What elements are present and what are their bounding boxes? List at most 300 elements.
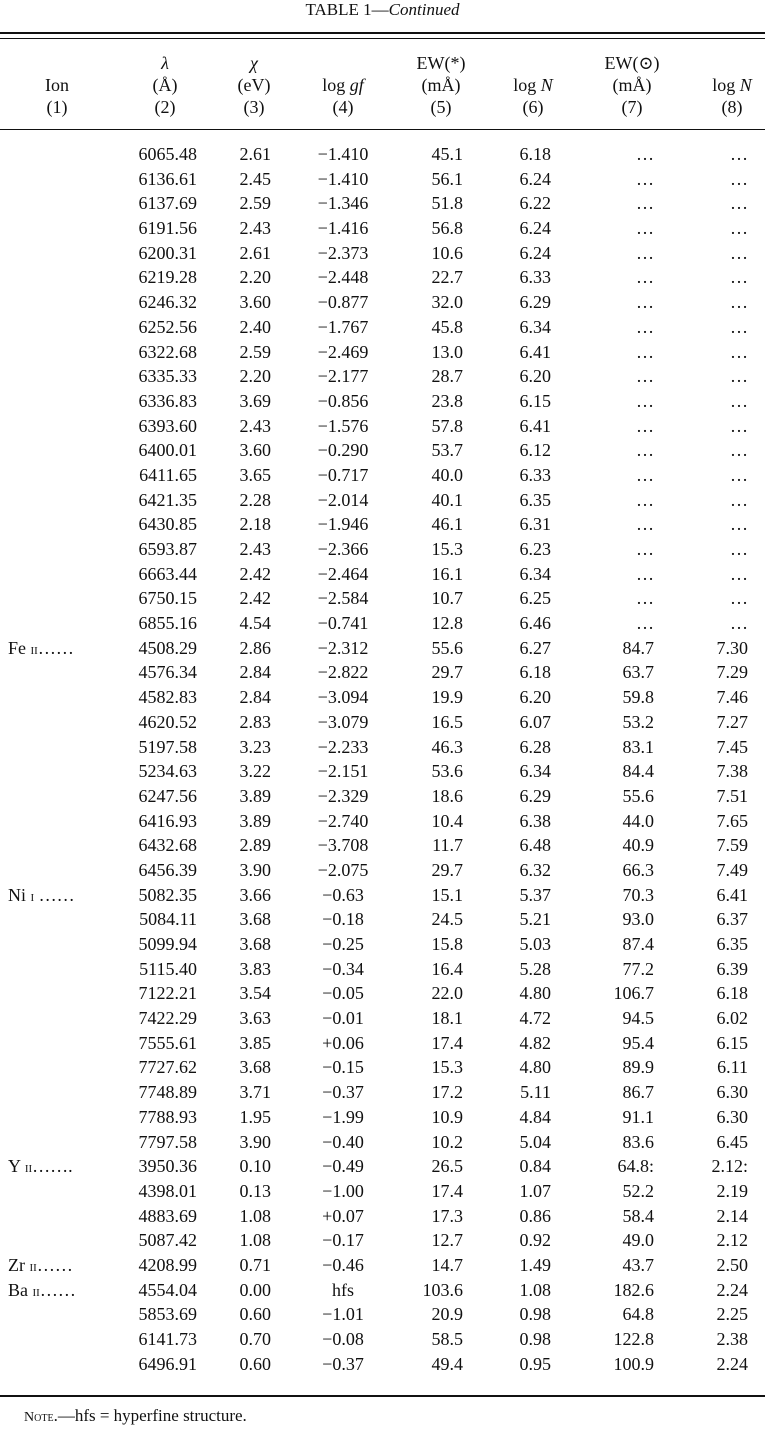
table-row: [0, 1080, 765, 1105]
cell-wavelength: 6456.39: [138, 859, 197, 880]
cell-ew-star: 17.3: [431, 1205, 463, 1226]
cell-chi: 3.89: [239, 785, 271, 806]
cell-chi: 2.28: [239, 489, 271, 510]
cell-log-n-sun: 7.65: [716, 810, 748, 831]
table-row: [0, 735, 765, 760]
cell-wavelength: 6432.68: [138, 835, 197, 856]
cell-ew-star: 45.8: [431, 316, 463, 337]
cell-log-n-star: 6.33: [519, 267, 551, 288]
cell-log-n-sun: 2.50: [716, 1254, 748, 1275]
cell-chi: 1.08: [239, 1205, 271, 1226]
cell-log-gf: −0.18: [322, 909, 364, 930]
table-row: [0, 809, 765, 834]
cell-wavelength: 6252.56: [138, 316, 197, 337]
cell-log-n-star: 1.08: [519, 1279, 551, 1300]
cell-log-gf: −0.40: [322, 1131, 364, 1152]
table-row: [0, 1055, 765, 1080]
cell-ew-star: 10.7: [431, 588, 463, 609]
cell-ew-star: 22.7: [431, 267, 463, 288]
header-lambda-num: (2): [154, 97, 176, 117]
cell-ew-sun: 64.8:: [617, 1156, 654, 1177]
cell-chi: 3.60: [239, 440, 271, 461]
cell-ew-sun: 64.8: [622, 1304, 654, 1325]
table-row: [0, 1228, 765, 1253]
cell-log-n-star: 0.98: [519, 1329, 551, 1349]
cell-chi: 2.59: [239, 193, 271, 214]
cell-log-n-sun: …: [730, 242, 748, 263]
table-row: [0, 1031, 765, 1056]
cell-ew-star: 57.8: [431, 415, 463, 436]
cell-log-n-star: 1.07: [519, 1180, 551, 1201]
cell-log-n-star: 6.12: [519, 440, 551, 461]
cell-chi: 3.54: [239, 983, 271, 1004]
cell-ew-sun: 106.7: [613, 983, 654, 1004]
cell-log-gf: −1.416: [317, 218, 369, 239]
note-text: .—hfs = hyperfine structure.: [53, 1406, 247, 1425]
cell-wavelength: 6246.32: [138, 292, 197, 313]
cell-ew-sun: 77.2: [622, 958, 654, 979]
cell-chi: 3.68: [239, 1057, 271, 1078]
cell-log-n-sun: …: [730, 613, 748, 634]
table-row: [0, 784, 765, 809]
table-title: [0, 0, 765, 22]
cell-ew-sun: 89.9: [622, 1057, 654, 1078]
cell-log-n-sun: 2.12: [716, 1230, 748, 1251]
cell-wavelength: 6416.93: [138, 810, 197, 831]
cell-wavelength: 4208.99: [138, 1254, 197, 1275]
cell-log-n-sun: 7.51: [716, 785, 748, 806]
cell-log-gf: −1.767: [317, 316, 369, 337]
cell-ew-star: 29.7: [431, 662, 463, 683]
cell-log-n-sun: 6.30: [716, 1106, 748, 1127]
cell-log-n-sun: 2.12:: [711, 1156, 748, 1177]
cell-log-n-sun: 6.15: [716, 1032, 748, 1053]
cell-log-gf: −1.99: [322, 1106, 364, 1127]
header-chi-num: (3): [243, 97, 265, 117]
cell-log-gf: −3.708: [317, 835, 369, 856]
cell-ew-sun: …: [636, 316, 654, 337]
header-logn-sun-label: [712, 74, 752, 96]
table-row: [0, 1302, 765, 1327]
cell-ew-sun: 93.0: [622, 909, 654, 930]
table-row: [0, 265, 765, 290]
cell-ew-sun: 63.7: [622, 662, 654, 683]
cell-ew-star: 103.6: [422, 1279, 463, 1300]
cell-ew-star: 14.7: [431, 1254, 463, 1275]
table-row: [0, 1253, 765, 1278]
cell-log-gf: −1.410: [317, 144, 369, 164]
table-row: [0, 216, 765, 241]
cell-log-n-star: 6.29: [519, 785, 551, 806]
cell-log-n-sun: …: [730, 218, 748, 239]
header-lambda-symbol: λ: [161, 53, 169, 73]
cell-chi: 3.71: [239, 1082, 271, 1103]
cell-wavelength: 6663.44: [138, 563, 197, 584]
cell-ew-star: 23.8: [431, 390, 463, 411]
table-row: [0, 833, 765, 858]
cell-chi: 2.61: [239, 144, 271, 164]
cell-log-n-sun: 2.38: [716, 1329, 748, 1349]
cell-log-gf: −2.740: [317, 810, 369, 831]
cell-log-gf: −1.00: [322, 1180, 364, 1201]
cell-log-gf: −1.346: [317, 193, 369, 214]
cell-log-n-star: 6.48: [519, 835, 551, 856]
cell-chi: 3.60: [239, 292, 271, 313]
cell-wavelength: 6247.56: [138, 785, 197, 806]
cell-log-n-sun: …: [730, 415, 748, 436]
cell-log-n-sun: 2.24: [716, 1279, 748, 1300]
cell-chi: 3.68: [239, 909, 271, 930]
cell-ew-sun: …: [636, 242, 654, 263]
cell-log-n-star: 1.49: [519, 1254, 551, 1275]
cell-log-n-star: 6.29: [519, 292, 551, 313]
cell-chi: 3.89: [239, 810, 271, 831]
table-row: [0, 315, 765, 340]
cell-ew-star: 53.7: [431, 440, 463, 461]
cell-ew-sun: 49.0: [622, 1230, 654, 1251]
table-row: [0, 1154, 765, 1179]
cell-wavelength: 6336.83: [138, 390, 197, 411]
header-chi-unit: (eV): [237, 75, 271, 95]
cell-log-n-star: 6.24: [519, 168, 551, 189]
cell-ew-star: 29.7: [431, 859, 463, 880]
cell-wavelength: 3950.36: [138, 1156, 197, 1177]
cell-log-n-star: 6.18: [519, 144, 551, 164]
table-row: [0, 1352, 765, 1377]
top-rule: [0, 32, 765, 34]
cell-wavelength: 6393.60: [138, 415, 197, 436]
cell-log-n-star: 5.04: [519, 1131, 551, 1152]
table-row: [0, 290, 765, 315]
cell-chi: 3.23: [239, 736, 271, 757]
cell-log-gf: −0.63: [322, 884, 364, 905]
cell-wavelength: 6496.91: [138, 1353, 197, 1374]
header-logn-sun-num: (8): [721, 97, 743, 117]
header-loggf: [322, 74, 364, 118]
cell-log-n-sun: …: [730, 193, 748, 214]
cell-log-n-sun: 7.30: [716, 637, 748, 658]
cell-ew-star: 17.4: [431, 1180, 463, 1201]
table-row: [0, 685, 765, 710]
cell-log-n-star: 0.84: [519, 1156, 551, 1177]
cell-log-gf: +0.06: [322, 1032, 364, 1053]
cell-log-gf: −0.37: [322, 1353, 364, 1374]
cell-log-n-star: 6.34: [519, 316, 551, 337]
cell-ew-star: 15.3: [431, 539, 463, 559]
cell-chi: 2.40: [239, 316, 271, 337]
cell-log-gf: −0.25: [322, 934, 364, 954]
cell-wavelength: 6421.35: [138, 489, 197, 510]
header-rule: [0, 129, 765, 130]
cell-chi: 2.43: [239, 539, 271, 559]
cell-chi: 2.89: [239, 835, 271, 856]
cell-ew-star: 17.2: [431, 1082, 463, 1103]
cell-ew-star: 18.1: [431, 1008, 463, 1029]
header-logn-sun-log: log: [712, 75, 740, 95]
header-ew-sun-label: EW(⊙): [604, 53, 660, 73]
cell-log-n-star: 6.46: [519, 613, 551, 634]
cell-ew-star: 10.9: [431, 1106, 463, 1127]
cell-log-n-star: 5.03: [519, 934, 551, 954]
cell-ew-sun: …: [636, 366, 654, 387]
cell-log-gf: −3.094: [317, 687, 369, 708]
cell-ion: Fe ii……: [8, 637, 74, 658]
header-logn-sun: [712, 74, 752, 118]
cell-ew-sun: 52.2: [622, 1180, 654, 1201]
cell-ew-star: 53.6: [431, 761, 463, 782]
cell-ew-star: 10.4: [431, 810, 463, 831]
cell-chi: 0.00: [239, 1279, 271, 1300]
cell-chi: 3.68: [239, 934, 271, 954]
table-body: [0, 142, 765, 1376]
cell-ew-sun: …: [636, 193, 654, 214]
cell-log-gf: −2.014: [317, 489, 369, 510]
cell-ew-sun: 86.7: [622, 1082, 654, 1103]
cell-log-n-star: 6.25: [519, 588, 551, 609]
cell-ew-star: 56.1: [431, 168, 463, 189]
cell-log-n-star: 0.95: [519, 1353, 551, 1374]
cell-chi: 3.65: [239, 464, 271, 485]
header-chi-symbol: χ: [250, 53, 258, 73]
cell-ew-sun: 43.7: [622, 1254, 654, 1275]
table-row: [0, 660, 765, 685]
cell-wavelength: 5853.69: [138, 1304, 197, 1325]
cell-log-n-star: 4.72: [519, 1008, 551, 1029]
cell-log-n-sun: 7.27: [716, 711, 748, 732]
cell-wavelength: 4508.29: [138, 637, 197, 658]
cell-ew-star: 15.8: [431, 934, 463, 954]
cell-log-n-star: 4.84: [519, 1106, 551, 1127]
cell-chi: 1.95: [239, 1106, 271, 1127]
cell-wavelength: 6322.68: [138, 341, 197, 362]
cell-log-gf: −2.584: [317, 588, 369, 609]
cell-log-n-sun: …: [730, 168, 748, 189]
header-logn-star: [513, 74, 553, 118]
cell-log-n-sun: …: [730, 489, 748, 510]
cell-wavelength: 4582.83: [138, 687, 197, 708]
cell-chi: 3.85: [239, 1032, 271, 1053]
cell-wavelength: 5197.58: [138, 736, 197, 757]
header-ew-sun-num: (7): [621, 97, 643, 117]
cell-ew-sun: 182.6: [613, 1279, 654, 1300]
cell-ew-sun: 83.6: [622, 1131, 654, 1152]
cell-ew-sun: …: [636, 539, 654, 559]
cell-ew-star: 17.4: [431, 1032, 463, 1053]
cell-ew-sun: 40.9: [622, 835, 654, 856]
cell-log-gf: −0.15: [322, 1057, 364, 1078]
table-row: [0, 981, 765, 1006]
table-title-suffix: Continued: [388, 0, 460, 19]
table-row: [0, 191, 765, 216]
cell-log-gf: −0.17: [322, 1230, 364, 1251]
table-title-prefix: TABLE 1—: [305, 0, 389, 19]
cell-ew-star: 16.4: [431, 958, 463, 979]
cell-ew-star: 15.1: [431, 884, 463, 905]
cell-log-n-sun: 6.37: [716, 909, 748, 930]
cell-log-gf: −0.01: [322, 1008, 364, 1029]
header-ew-sun: [604, 52, 659, 118]
cell-log-gf: −1.01: [322, 1304, 364, 1325]
header-ew-star: [417, 52, 466, 118]
cell-wavelength: 6855.16: [138, 613, 197, 634]
cell-log-n-sun: …: [730, 464, 748, 485]
cell-log-n-star: 4.80: [519, 983, 551, 1004]
cell-log-n-sun: …: [730, 514, 748, 535]
cell-ew-sun: 100.9: [613, 1353, 654, 1374]
cell-ew-sun: 84.7: [622, 637, 654, 658]
cell-wavelength: 4576.34: [138, 662, 197, 683]
cell-wavelength: 7797.58: [138, 1131, 197, 1152]
table-row: [0, 463, 765, 488]
cell-ew-sun: 83.1: [622, 736, 654, 757]
cell-log-n-star: 6.31: [519, 514, 551, 535]
header-lambda: [153, 52, 178, 118]
cell-log-gf: +0.07: [322, 1205, 364, 1226]
cell-wavelength: 5087.42: [138, 1230, 197, 1251]
cell-wavelength: 6137.69: [138, 193, 197, 214]
cell-log-n-star: 6.27: [519, 637, 551, 658]
cell-chi: 2.43: [239, 415, 271, 436]
cell-ew-sun: 66.3: [622, 859, 654, 880]
cell-ew-star: 19.9: [431, 687, 463, 708]
cell-log-n-star: 6.32: [519, 859, 551, 880]
cell-ew-star: 40.0: [431, 464, 463, 485]
cell-log-n-star: 6.34: [519, 563, 551, 584]
cell-ew-star: 46.1: [431, 514, 463, 535]
cell-wavelength: 7555.61: [138, 1032, 197, 1053]
cell-ew-sun: …: [636, 292, 654, 313]
cell-log-gf: −0.49: [322, 1156, 364, 1177]
cell-log-n-sun: 7.49: [716, 859, 748, 880]
cell-chi: 3.69: [239, 390, 271, 411]
cell-wavelength: 6141.73: [138, 1329, 197, 1349]
cell-chi: 0.70: [239, 1329, 271, 1349]
cell-log-n-sun: 6.30: [716, 1082, 748, 1103]
table-note: [24, 1406, 247, 1428]
cell-log-n-star: 6.38: [519, 810, 551, 831]
cell-log-n-sun: 2.25: [716, 1304, 748, 1325]
cell-wavelength: 6219.28: [138, 267, 197, 288]
cell-log-gf: −2.464: [317, 563, 369, 584]
table-row: [0, 932, 765, 957]
cell-log-n-sun: …: [730, 316, 748, 337]
header-logn-star-num: (6): [522, 97, 544, 117]
cell-log-n-star: 6.24: [519, 218, 551, 239]
cell-ew-sun: …: [636, 489, 654, 510]
cell-log-gf: −0.290: [317, 440, 369, 461]
cell-wavelength: 5082.35: [138, 884, 197, 905]
cell-log-n-star: 6.20: [519, 687, 551, 708]
cell-ew-star: 10.6: [431, 242, 463, 263]
cell-ew-star: 16.5: [431, 711, 463, 732]
cell-log-n-sun: 6.02: [716, 1008, 748, 1029]
cell-log-gf: −0.856: [317, 390, 369, 411]
cell-log-n-sun: 7.38: [716, 761, 748, 782]
cell-wavelength: 4883.69: [138, 1205, 197, 1226]
cell-chi: 2.45: [239, 168, 271, 189]
cell-log-gf: −2.075: [317, 859, 369, 880]
cell-log-n-sun: 6.41: [716, 884, 748, 905]
cell-log-gf: −2.448: [317, 267, 369, 288]
cell-log-n-star: 6.22: [519, 193, 551, 214]
cell-chi: 0.60: [239, 1304, 271, 1325]
cell-ew-sun: 59.8: [622, 687, 654, 708]
cell-ew-star: 18.6: [431, 785, 463, 806]
cell-ew-sun: 122.8: [613, 1329, 654, 1349]
cell-log-n-star: 6.18: [519, 662, 551, 683]
cell-chi: 2.42: [239, 563, 271, 584]
header-ion-label: Ion: [45, 75, 69, 95]
cell-log-gf: −2.469: [317, 341, 369, 362]
cell-ew-sun: …: [636, 440, 654, 461]
cell-log-n-star: 6.07: [519, 711, 551, 732]
cell-log-n-sun: …: [730, 144, 748, 164]
cell-ew-sun: …: [636, 341, 654, 362]
cell-log-n-sun: …: [730, 390, 748, 411]
table-row: [0, 512, 765, 537]
cell-log-n-sun: 7.45: [716, 736, 748, 757]
cell-log-n-sun: …: [730, 563, 748, 584]
cell-ew-star: 12.8: [431, 613, 463, 634]
header-loggf-num: (4): [332, 97, 354, 117]
cell-log-gf: −2.177: [317, 366, 369, 387]
cell-log-n-sun: …: [730, 341, 748, 362]
cell-chi: 2.18: [239, 514, 271, 535]
table-row: [0, 1327, 765, 1352]
cell-log-gf: −0.34: [322, 958, 364, 979]
cell-log-n-sun: …: [730, 292, 748, 313]
cell-chi: 2.61: [239, 242, 271, 263]
table-row: [0, 537, 765, 562]
cell-log-gf: −1.946: [317, 514, 369, 535]
cell-ew-star: 15.3: [431, 1057, 463, 1078]
cell-wavelength: 5234.63: [138, 761, 197, 782]
cell-ew-star: 58.5: [431, 1329, 463, 1349]
header-logn-star-label: [513, 74, 553, 96]
cell-wavelength: 5099.94: [138, 934, 197, 954]
cell-ew-sun: …: [636, 390, 654, 411]
cell-ew-sun: …: [636, 563, 654, 584]
cell-wavelength: 7788.93: [138, 1106, 197, 1127]
cell-chi: 0.60: [239, 1353, 271, 1374]
cell-wavelength: 7727.62: [138, 1057, 197, 1078]
cell-log-gf: −2.822: [317, 662, 369, 683]
header-logn-star-n: N: [540, 75, 553, 95]
cell-wavelength: 7748.89: [138, 1082, 197, 1103]
cell-log-n-sun: 6.35: [716, 934, 748, 954]
cell-chi: 0.13: [239, 1180, 271, 1201]
cell-wavelength: 7422.29: [138, 1008, 197, 1029]
cell-log-n-sun: 6.11: [717, 1057, 748, 1078]
cell-log-n-sun: …: [730, 366, 748, 387]
cell-ew-star: 24.5: [431, 909, 463, 930]
cell-ion: Ni i ……: [8, 884, 75, 905]
table-row: [0, 1204, 765, 1229]
cell-log-n-star: 0.86: [519, 1205, 551, 1226]
cell-wavelength: 6593.87: [138, 539, 197, 559]
cell-log-n-sun: 7.46: [716, 687, 748, 708]
cell-chi: 3.90: [239, 1131, 271, 1152]
bottom-rule: [0, 1395, 765, 1397]
cell-log-n-star: 6.28: [519, 736, 551, 757]
table-row: [0, 858, 765, 883]
table-row: [0, 1130, 765, 1155]
cell-wavelength: 6411.65: [139, 464, 197, 485]
cell-wavelength: 6750.15: [138, 588, 197, 609]
cell-log-n-sun: 2.14: [716, 1205, 748, 1226]
cell-ew-star: 56.8: [431, 218, 463, 239]
cell-ew-sun: 58.4: [622, 1205, 654, 1226]
